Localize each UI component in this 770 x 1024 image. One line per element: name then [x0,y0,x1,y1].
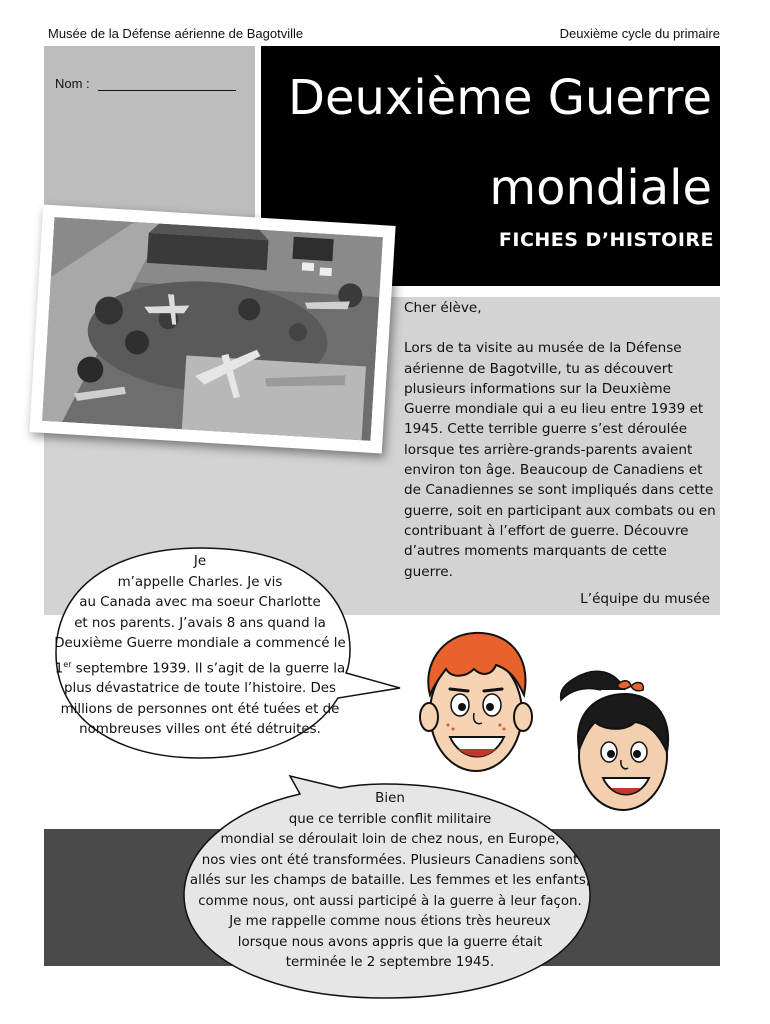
name-panel [44,46,255,221]
bubble-charles-line: nombreuses villes ont été détruites. [79,722,321,738]
bubble-charles-line: au Canada avec ma soeur Charlotte [79,595,321,610]
bubble-charlotte-line: Je me rappelle comme nous étions très heureux [229,914,551,929]
name-label: Nom : [55,76,90,91]
bubble-charles-line: plus dévastatrice de toute l’histoire. Des [63,681,337,697]
aerial-photo-image [42,217,383,441]
letter-greeting: Cher élève, [404,300,482,316]
letter-signature: L’équipe du musée [580,591,710,607]
bubble-charlotte-line: Bien [375,791,405,806]
page-title-line2: mondiale [489,160,712,216]
charles-character-illustration [412,625,540,785]
page-subtitle: FICHES D’HISTOIRE [498,229,714,251]
bubble-charles-line: Deuxième Guerre mondiale a commencé le [54,636,346,651]
letter-text [404,298,716,582]
bubble-charlotte-line: terminée le 2 septembre 1945. [285,955,495,970]
museum-name: Musée de la Défense aérienne de Bagotville [48,26,304,41]
letter-body: Lors de ta visite au musée de la Défense aérienne de Bagotville, tu as découvert plusieurs informations sur la Deuxième Guerre mondiale qui a eu lieu entre 1939 et 1945. Cette terrible guerre s’est déroulée lorsque tes arrière-grands-parents avaient environ ton âge. Beaucoup de Canadiens et de Canadiennes se sont impliqués dans cette guerre, soit en participant aux combats ou en contribuant à l’effort de guerre. Découvre d’autres moments marquants de cette guerre. [404,340,716,580]
grade-level: Deuxième cycle du primaire [559,26,720,41]
museum-aerial-photo [29,204,395,453]
bubble-charles-line: millions de personnes ont été tuées et de [60,701,340,717]
bubble-charles-line: 1er septembre 1939. Il s’agit de la guerre la [54,659,346,676]
page-title-line1: Deuxième Guerre [288,70,712,126]
bubble-charles-text [50,552,350,741]
bubble-charlotte-line: allés sur les champs de bataille. Les femmes et les enfants, [189,873,591,888]
bubble-charles-line: et nos parents. J’avais 8 ans quand la [74,615,326,631]
bubble-charlotte-line: lorsque nous avons appris que la guerre était [237,934,543,950]
charlotte-character-illustration [555,660,675,820]
bubble-charles-line: m’appelle Charles. Je vis [117,574,283,590]
name-field-line[interactable] [98,90,236,91]
bubble-charlotte-line: comme nous, ont aussi participé à la guerre à leur façon. [198,893,582,909]
bubble-charles-line: Je [193,554,207,569]
bubble-charlotte-line: mondial se déroulait loin de chez nous, en Europe, [220,832,560,847]
bubble-charlotte-line: que ce terrible conflit militaire [288,811,492,827]
bubble-charlotte-line: nos vies ont été transformées. Plusieurs Canadiens sont [201,852,579,868]
bubble-charlotte-text [185,789,595,974]
